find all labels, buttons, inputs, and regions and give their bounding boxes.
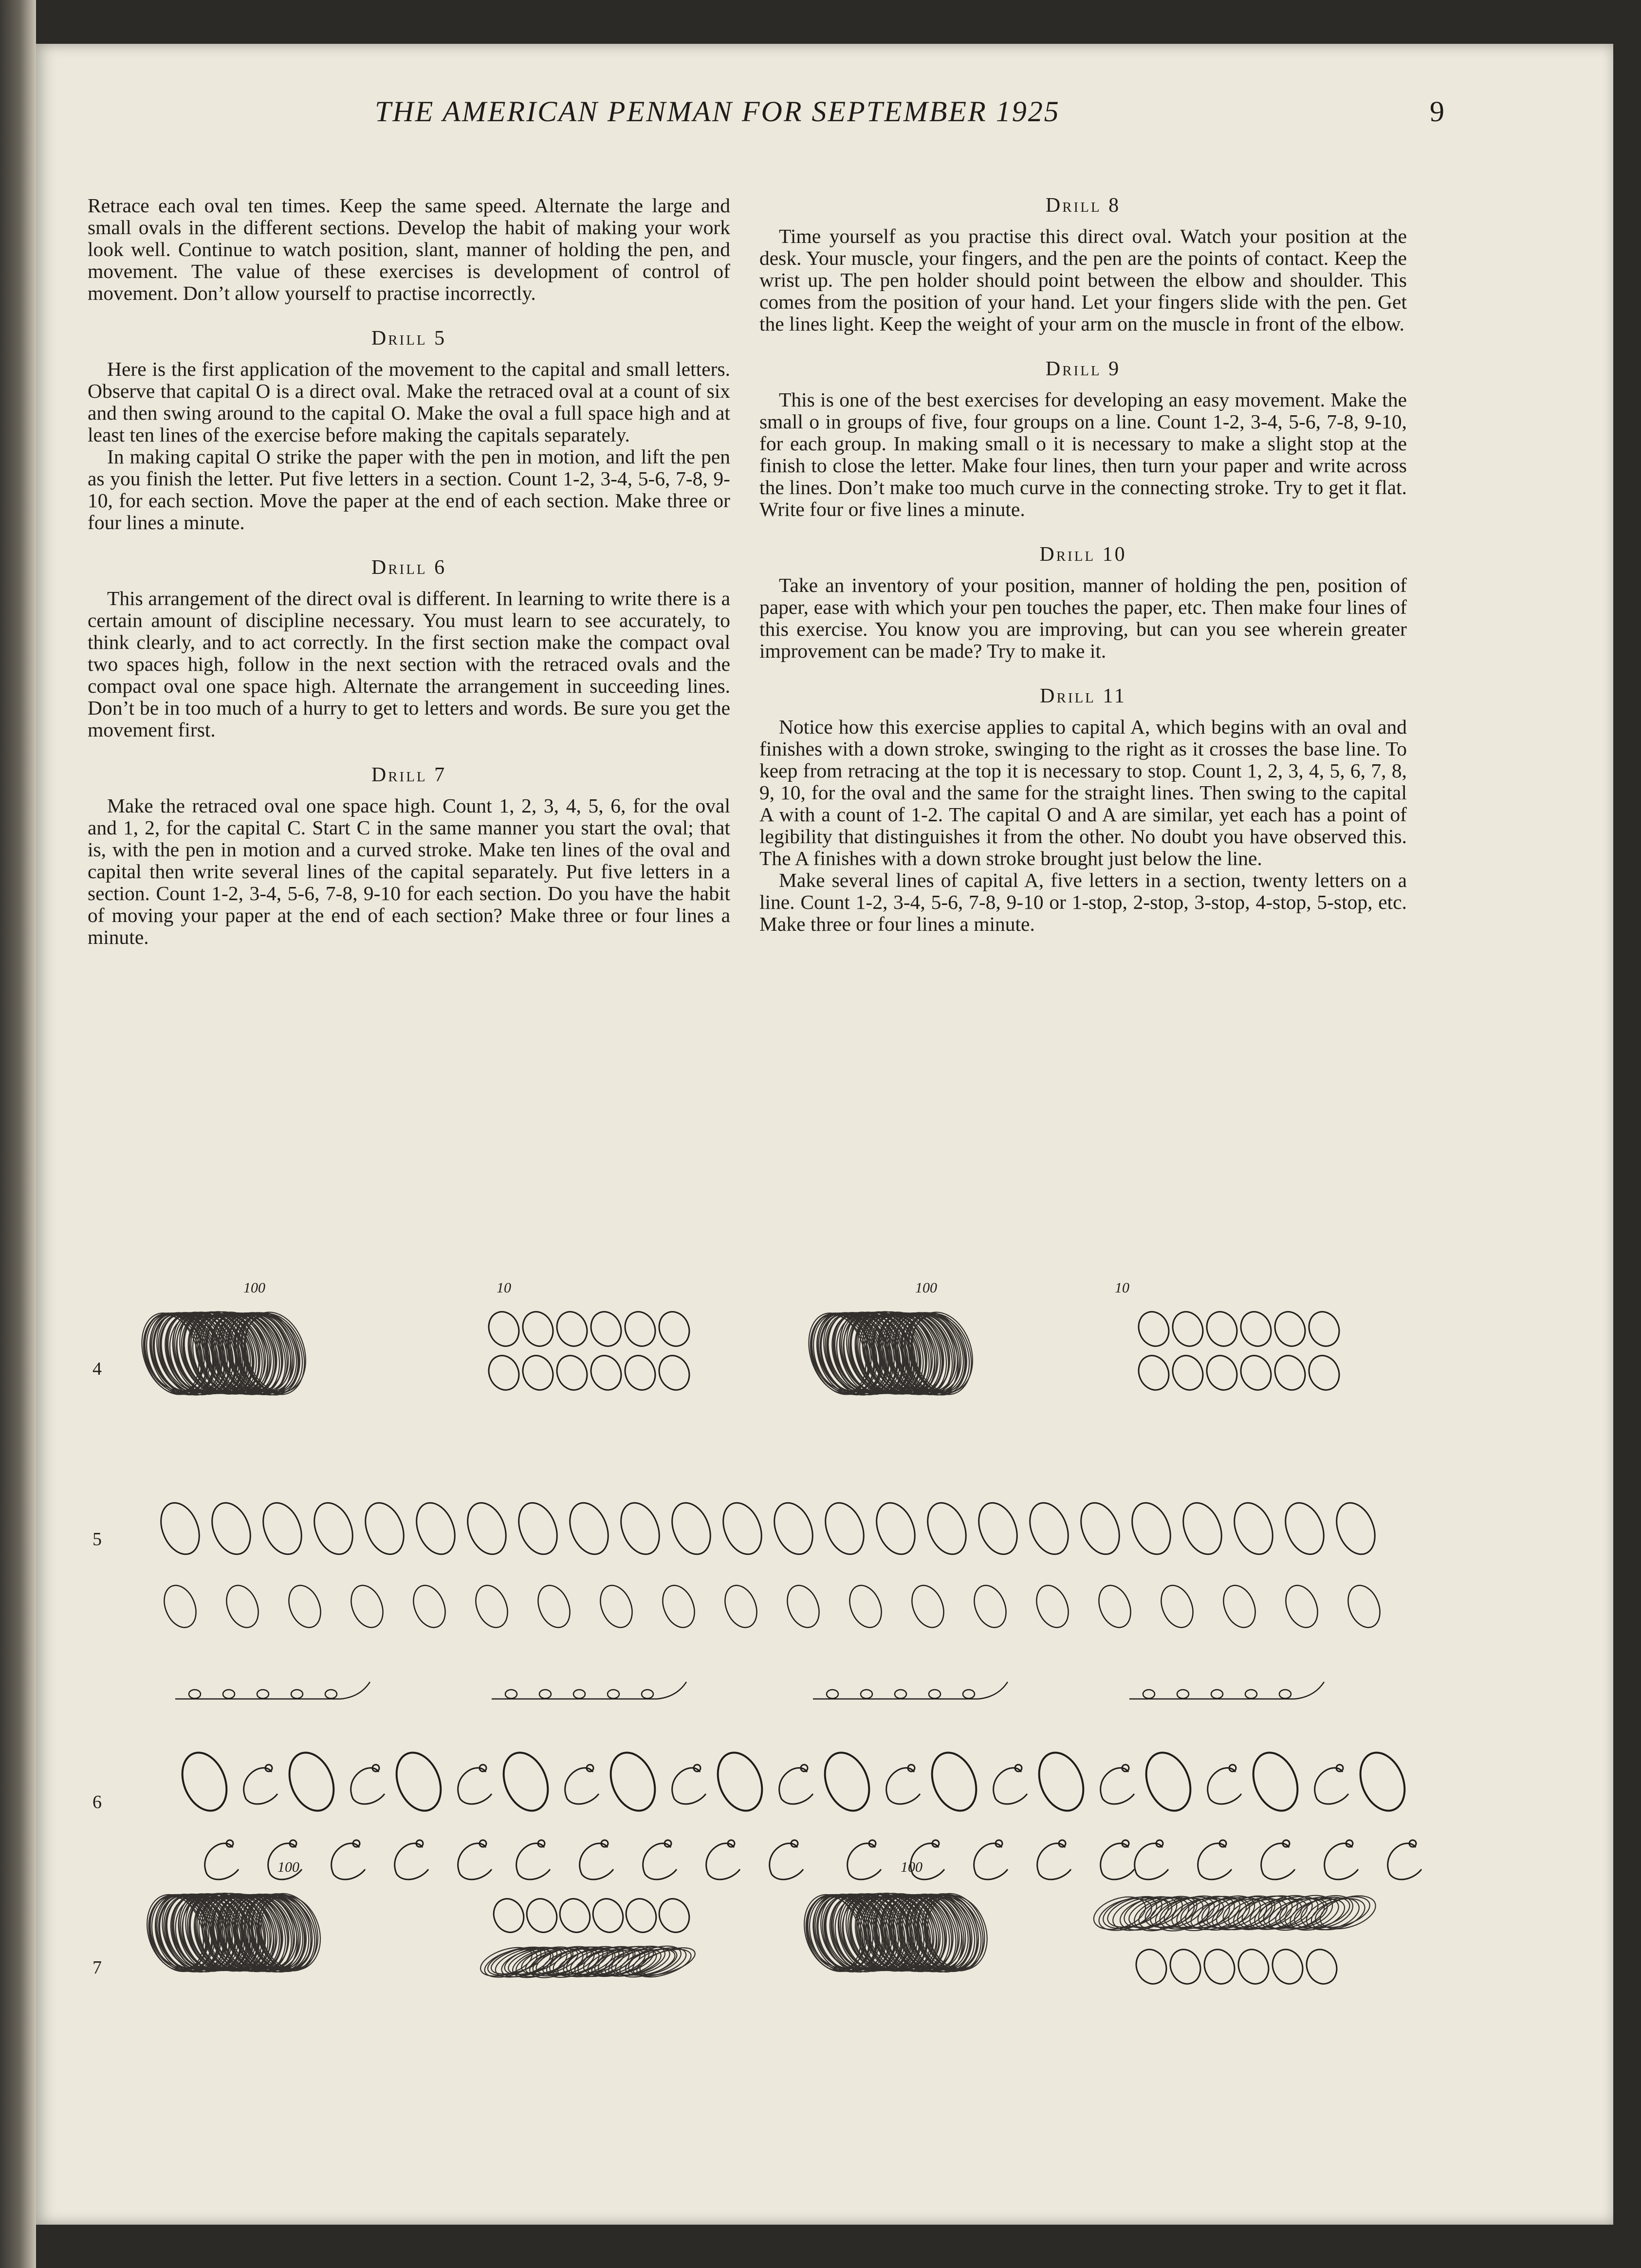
row4-retraced-oval-left — [132, 1304, 315, 1403]
drill-10-heading: Drill 10 — [1039, 543, 1127, 566]
drill-7-paragraph-1: Make the retraced oval one space high. Count 1, 2, 3, 4, 5, 6, for the oval and 1, 2, for the capital C. Start C in the same manner you start the oval; that is, with the pen in motion and a curved stroke. Make ten lines of the oval and capital then write several lines of the capital separately. Put five letters in a section. Count 1-2, 3-4, 5-6, 7-8, 9-10 for each section. Do you have the habit of moving your paper at the end of each section? Make three or four lines a minute. — [88, 794, 730, 948]
row5-small-o-group-3 — [813, 1682, 1008, 1699]
row5-small-o-group-2 — [492, 1682, 686, 1699]
drill-9-paragraph-1: This is one of the best exercises for developing an easy movement. Make the small o in groups of five, four groups on a line. Count 1-2, 3-4, 5-6, 7-8, 9-10, for each group. In making small o it is necessary to make a slight stop at the finish to close the letter. Make four lines, then turn your paper and write across the lines. Don’t make too much curve in the connecting stroke. Try to get it flat. Write four or five lines a minute. — [759, 388, 1407, 520]
drill-11-paragraph-1: Notice how this exercise applies to capital A, which begins with an oval and finishes with a down stroke, swinging to the right as it crosses the base line. To keep from retracing at the top it is necessary to stop. Count 1, 2, 3, 4, 5, 6, 7, 8, 9, 10, for the oval and the same for the straight lines. Then swing to the capital A with a count of 1-2. The capital O and A are similar, yet each has a point of legibility that distinguishes it from the other. No doubt you have observed this. The A finishes with a down stroke brought just below the line. — [759, 716, 1407, 869]
count-mark-row4-a: 100 — [243, 1280, 265, 1296]
running-head — [331, 95, 1446, 139]
drill-5-heading: Drill 5 — [371, 327, 447, 350]
row7-retraced-band-right — [1089, 1889, 1380, 1937]
row7-compact-ovals-left — [489, 1894, 694, 1936]
count-mark-row4-b: 10 — [497, 1280, 511, 1296]
penmanship-plates — [73, 1266, 1436, 2093]
row4-retraced-oval-right — [799, 1304, 982, 1403]
row5-capital-o-line-2 — [158, 1581, 1385, 1632]
drill-10-paragraph-1: Take an inventory of your position, manner of holding the pen, position of paper, ease with which your pen touches the paper, etc. Then make four lines of this exercise. You know you are improving, but can you see wherein greater improvement can be made? Try to make it. — [759, 574, 1407, 662]
penmanship-drills-svg — [73, 1266, 1436, 2093]
drill-6-paragraph-1: This arrangement of the direct oval is different. In learning to write there is a certain amount of discipline necessary. You must learn to see accurately, to think clearly, and to act correctly. In the first section make the compact oval two spaces high, follow in the next section with the retraced ovals and the compact oval one space high. Alternate the arrangement in succeeding lines. Don’t be in too much of a hurry to get to letters and words. Be sure you get the movement first. — [88, 587, 730, 741]
row7-retraced-oval-right — [795, 1886, 996, 1980]
left-page-edge — [0, 0, 36, 2268]
drill-11-paragraph-2: Make several lines of capital A, five letters in a section, twenty letters on a line. Count 1-2, 3-4, 5-6, 7-8, 9-10 or 1-stop, 2-stop, 3-stop, 4-stop, 5-stop, etc. Make three or four lines a minute. — [759, 869, 1407, 935]
count-mark-row4-c: 100 — [915, 1280, 937, 1296]
row-label-7: 7 — [92, 1957, 102, 1978]
row6-capital-c-group-2 — [516, 1840, 803, 1880]
running-title: THE AMERICAN PENMAN FOR SEPTEMBER 1925 — [375, 95, 1060, 128]
row4-compact-ovals-top-right — [1134, 1307, 1345, 1350]
drill-7-heading: Drill 7 — [371, 764, 447, 786]
drill-5-paragraph-1: Here is the first application of the movement to the capital and small letters. Observe that capital O is a direct oval. Make the retraced oval at a count of six and then swing around to the capital O. Make the oval a full space high and at least ten lines of the exercise before making the capitals separately. — [88, 358, 730, 446]
row6-capital-c-group-3 — [848, 1840, 1134, 1880]
drill-11-heading: Drill 11 — [1040, 685, 1126, 707]
drill-9-heading: Drill 9 — [1045, 358, 1121, 380]
row4-compact-ovals-top-left — [484, 1307, 695, 1350]
count-mark-row7-a: 100 — [277, 1859, 299, 1875]
drill-6-heading: Drill 6 — [371, 556, 447, 579]
right-column — [759, 195, 1407, 935]
row-label-4: 4 — [92, 1359, 102, 1379]
row4-compact-ovals-bottom-right — [1134, 1351, 1345, 1394]
row7-retraced-oval-left — [138, 1886, 330, 1980]
row6-capital-c-group-4 — [1135, 1840, 1421, 1880]
intro-paragraph: Retrace each oval ten times. Keep the same speed. Alternate the large and small ovals in the different sections. Develop the habit of making your work look well. Continue to watch position, slant, manner of holding the pen, and movement. The value of these exercises is development of control of movement. Don’t allow yourself to practise incorrectly. — [88, 194, 730, 304]
row6-interleaved-capital-c — [244, 1765, 1348, 1804]
row6-capital-c-group-1 — [205, 1840, 492, 1880]
count-mark-row7-b: 100 — [901, 1859, 922, 1875]
row5-small-o-group-1 — [175, 1682, 370, 1699]
row-label-5: 5 — [92, 1529, 102, 1549]
row-label-6: 6 — [92, 1792, 102, 1812]
drill-8-heading: Drill 8 — [1045, 194, 1121, 217]
drill-8-paragraph-1: Time yourself as you practise this direct oval. Watch your position at the desk. Your muscle, your fingers, and the pen are the points of contact. Keep the wrist up. The pen holder should point between the elbow and shoulder. This comes from the position of your hand. Let your fingers slide with the pen. Get the lines light. Keep the weight of your arm on the muscle in front of the elbow. — [759, 225, 1407, 335]
page-number: 9 — [1430, 95, 1446, 128]
count-mark-row4-d: 10 — [1115, 1280, 1129, 1296]
left-column — [88, 195, 730, 948]
row5-capital-o-line-1 — [154, 1497, 1382, 1560]
row5-small-o-group-4 — [1129, 1682, 1324, 1699]
row4-compact-ovals-bottom-left — [484, 1351, 695, 1394]
row6-capital-o-row — [174, 1746, 1413, 1817]
row7-retraced-band-left — [477, 1940, 698, 1983]
row7-compact-ovals-right — [1131, 1945, 1342, 1988]
drill-5-paragraph-2: In making capital O strike the paper with the pen in motion, and lift the pen as you finish the letter. Put five letters in a section. Count 1-2, 3-4, 5-6, 7-8, 9-10, for each section. Move the paper at the end of each section. Make three or four lines a minute. — [88, 445, 730, 534]
